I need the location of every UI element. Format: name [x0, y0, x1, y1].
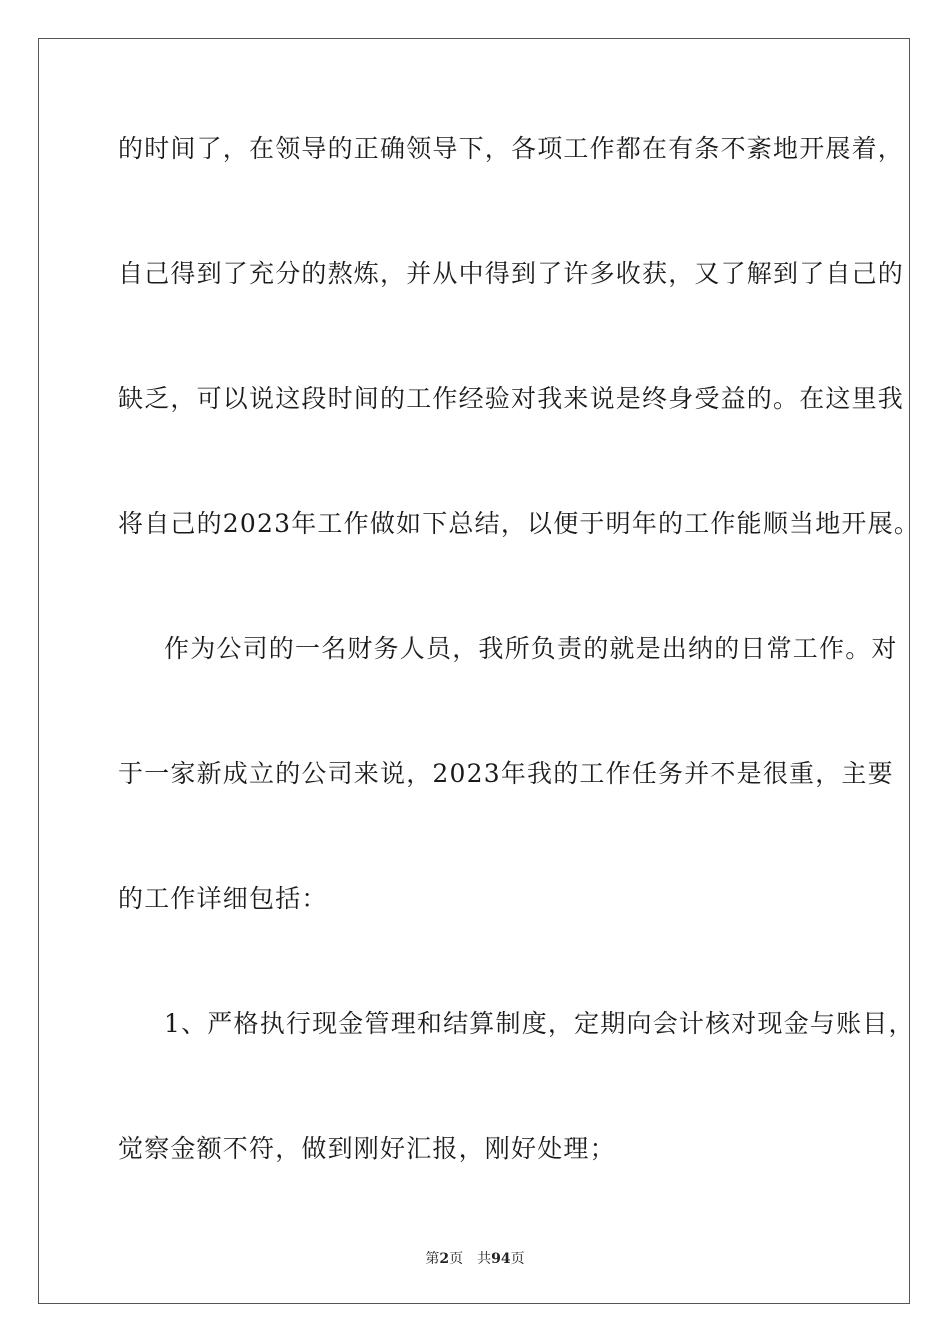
body-line-4: 将自己的2023年工作做如下总结，以便于明年的工作能顺当地开展。 [118, 509, 921, 538]
page-footer [0, 1248, 950, 1268]
body-line-8: 1、严格执行现金管理和结算制度，定期向会计核对现金与账目， [164, 1009, 915, 1038]
footer-page-suffix: 页 [449, 1251, 464, 1267]
footer-page-number: 2 [439, 1251, 450, 1267]
body-line-5: 作为公司的一名财务人员，我所负责的就是出纳的日常工作。对 [164, 634, 898, 663]
footer-total-prefix: 共 [477, 1251, 492, 1267]
body-line-3: 缺乏，可以说这段时间的工作经验对我来说是终身受益的。在这里我 [118, 384, 905, 413]
footer-page-prefix: 第 [425, 1251, 440, 1267]
body-line-7: 的工作详细包括： [118, 884, 328, 913]
body-line-6: 于一家新成立的公司来说，2023年我的工作任务并不是很重，主要 [118, 759, 894, 788]
body-line-9: 觉察金额不符，做到刚好汇报，刚好处理； [118, 1134, 616, 1163]
body-line-2: 自己得到了充分的熬炼，并从中得到了许多收获，又了解到了自己的 [118, 259, 905, 288]
footer-total-pages: 94 [491, 1251, 511, 1267]
body-line-1: 的时间了，在领导的正确领导下，各项工作都在有条不紊地开展着， [118, 134, 905, 163]
page-border [38, 38, 921, 1304]
footer-total-suffix: 页 [510, 1251, 525, 1267]
